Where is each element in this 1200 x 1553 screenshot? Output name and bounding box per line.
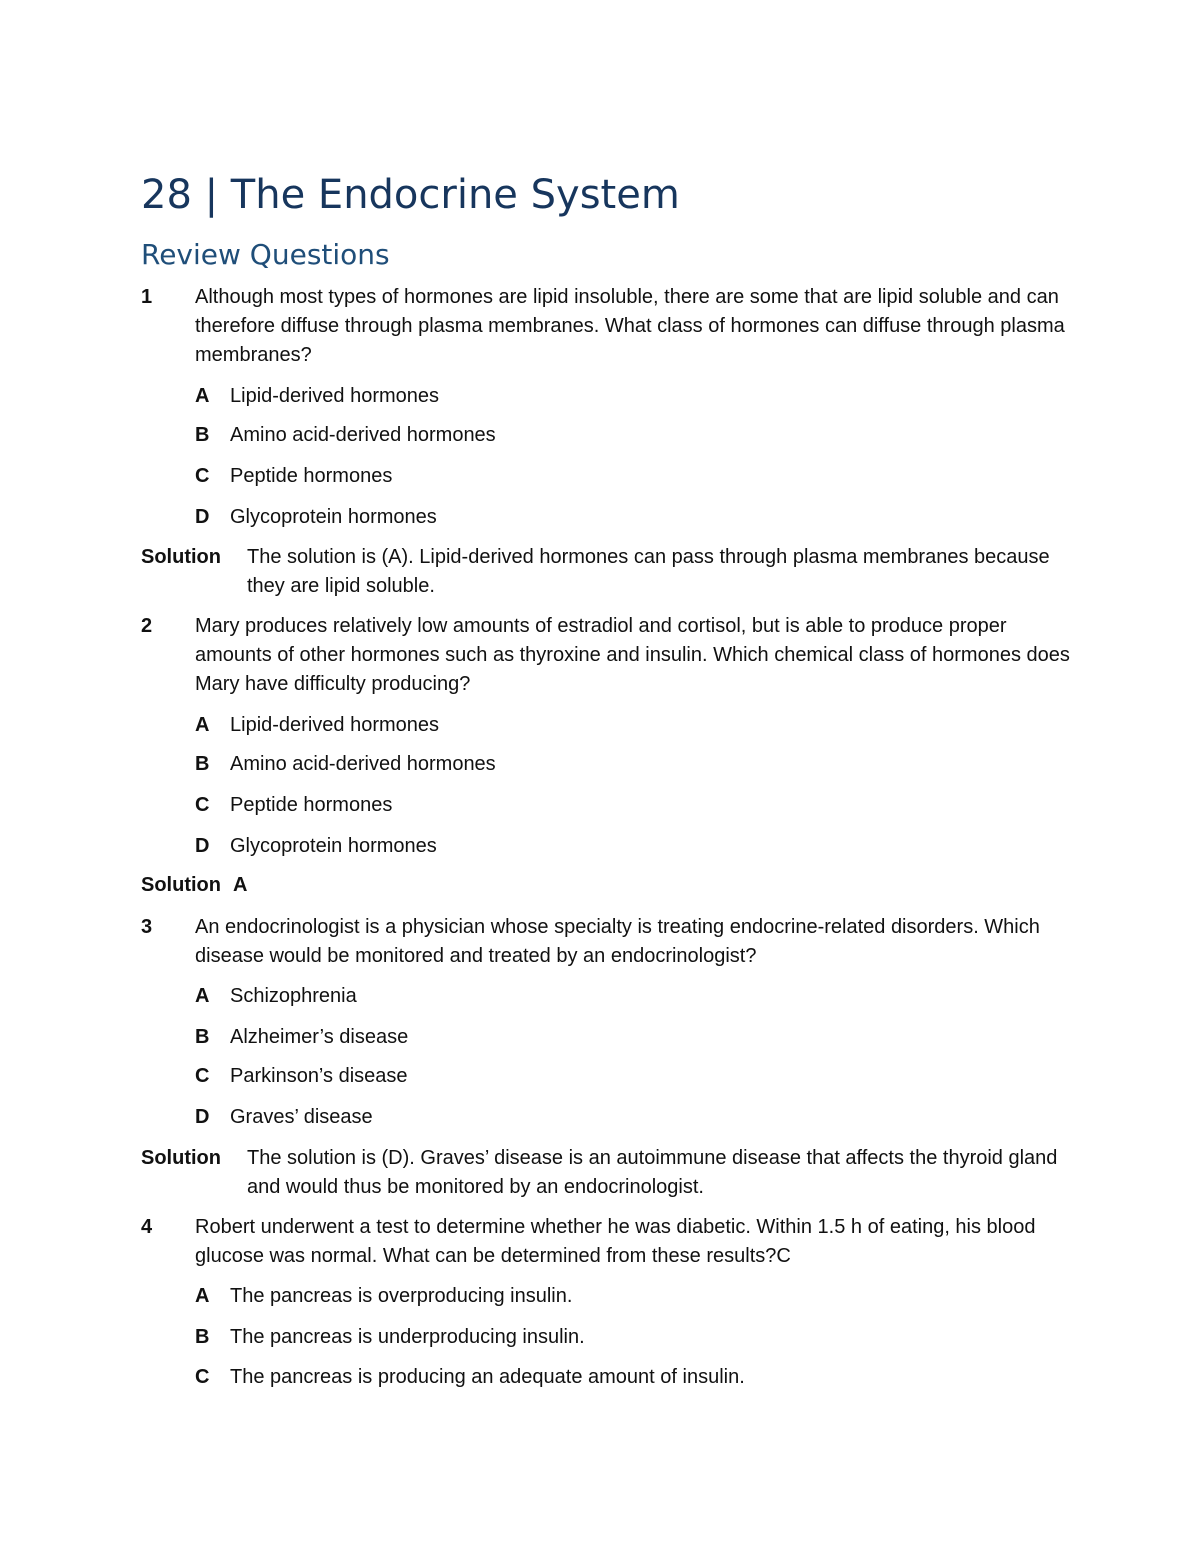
option-text: Peptide hormones — [230, 794, 393, 816]
solution-text: A — [233, 874, 248, 896]
option-text: Amino acid-derived hormones — [230, 424, 496, 446]
option-letter: D — [195, 1106, 210, 1128]
solution-label: Solution — [141, 874, 221, 896]
solution-label: Solution — [141, 546, 221, 568]
option-letter: A — [195, 985, 210, 1007]
option-text: Peptide hormones — [230, 465, 393, 487]
option-letter: B — [195, 753, 210, 775]
option-text: The pancreas is underproducing insulin. — [230, 1326, 585, 1348]
option-letter: A — [195, 714, 210, 736]
option-text: Glycoprotein hormones — [230, 506, 437, 528]
option-text: Graves’ disease — [230, 1106, 373, 1128]
option-letter: B — [195, 1326, 210, 1348]
option-letter: D — [195, 835, 210, 857]
question-number: 4 — [141, 1216, 153, 1238]
option-text: Lipid-derived hormones — [230, 714, 440, 736]
page-title: 28 | The Endocrine System — [141, 172, 680, 218]
option-text: Alzheimer’s disease — [230, 1026, 409, 1048]
option-text: The pancreas is producing an adequate amount of insulin. — [230, 1366, 745, 1388]
section-heading: Review Questions — [141, 238, 390, 271]
option-letter: C — [195, 465, 210, 487]
question-number: 3 — [141, 916, 153, 938]
option-text: Amino acid-derived hormones — [230, 753, 496, 775]
question-text: An endocrinologist is a physician whose specialty is treating endocrine-related disorders. Which disease would be monitored and treated by an endocrinologist? — [195, 916, 1040, 967]
option-letter: C — [195, 1366, 210, 1388]
option-text: Schizophrenia — [230, 985, 357, 1007]
question-number: 1 — [141, 286, 153, 308]
question-text: Although most types of hormones are lipid insoluble, there are some that are lipid soluble and can therefore diffuse through plasma membranes. What class of hormones can diffuse through plasma membranes? — [195, 286, 1065, 366]
option-letter: D — [195, 506, 210, 528]
option-letter: A — [195, 1285, 210, 1307]
option-text: Parkinson’s disease — [230, 1065, 408, 1087]
option-letter: B — [195, 424, 210, 446]
solution-label: Solution — [141, 1147, 221, 1169]
solution-text: The solution is (D). Graves’ disease is an autoimmune disease that affects the thyroid gland and would thus be monitored by an endocrinologist. — [247, 1147, 1058, 1198]
option-letter: A — [195, 385, 210, 407]
question-text: Mary produces relatively low amounts of estradiol and cortisol, but is able to produce proper amounts of other hormones such as thyroxine and insulin. Which chemical class of hormones does Mary have difficulty producing? — [195, 615, 1070, 695]
option-letter: C — [195, 1065, 210, 1087]
option-text: Lipid-derived hormones — [230, 385, 440, 407]
option-text: Glycoprotein hormones — [230, 835, 437, 857]
solution-text: The solution is (A). Lipid-derived hormones can pass through plasma membranes because they are lipid soluble. — [247, 546, 1050, 597]
option-letter: B — [195, 1026, 210, 1048]
question-number: 2 — [141, 615, 153, 637]
question-text: Robert underwent a test to determine whether he was diabetic. Within 1.5 h of eating, his blood glucose was normal. What can be determined from these results?C — [195, 1216, 1036, 1267]
option-letter: C — [195, 794, 210, 816]
option-text: The pancreas is overproducing insulin. — [230, 1285, 573, 1307]
